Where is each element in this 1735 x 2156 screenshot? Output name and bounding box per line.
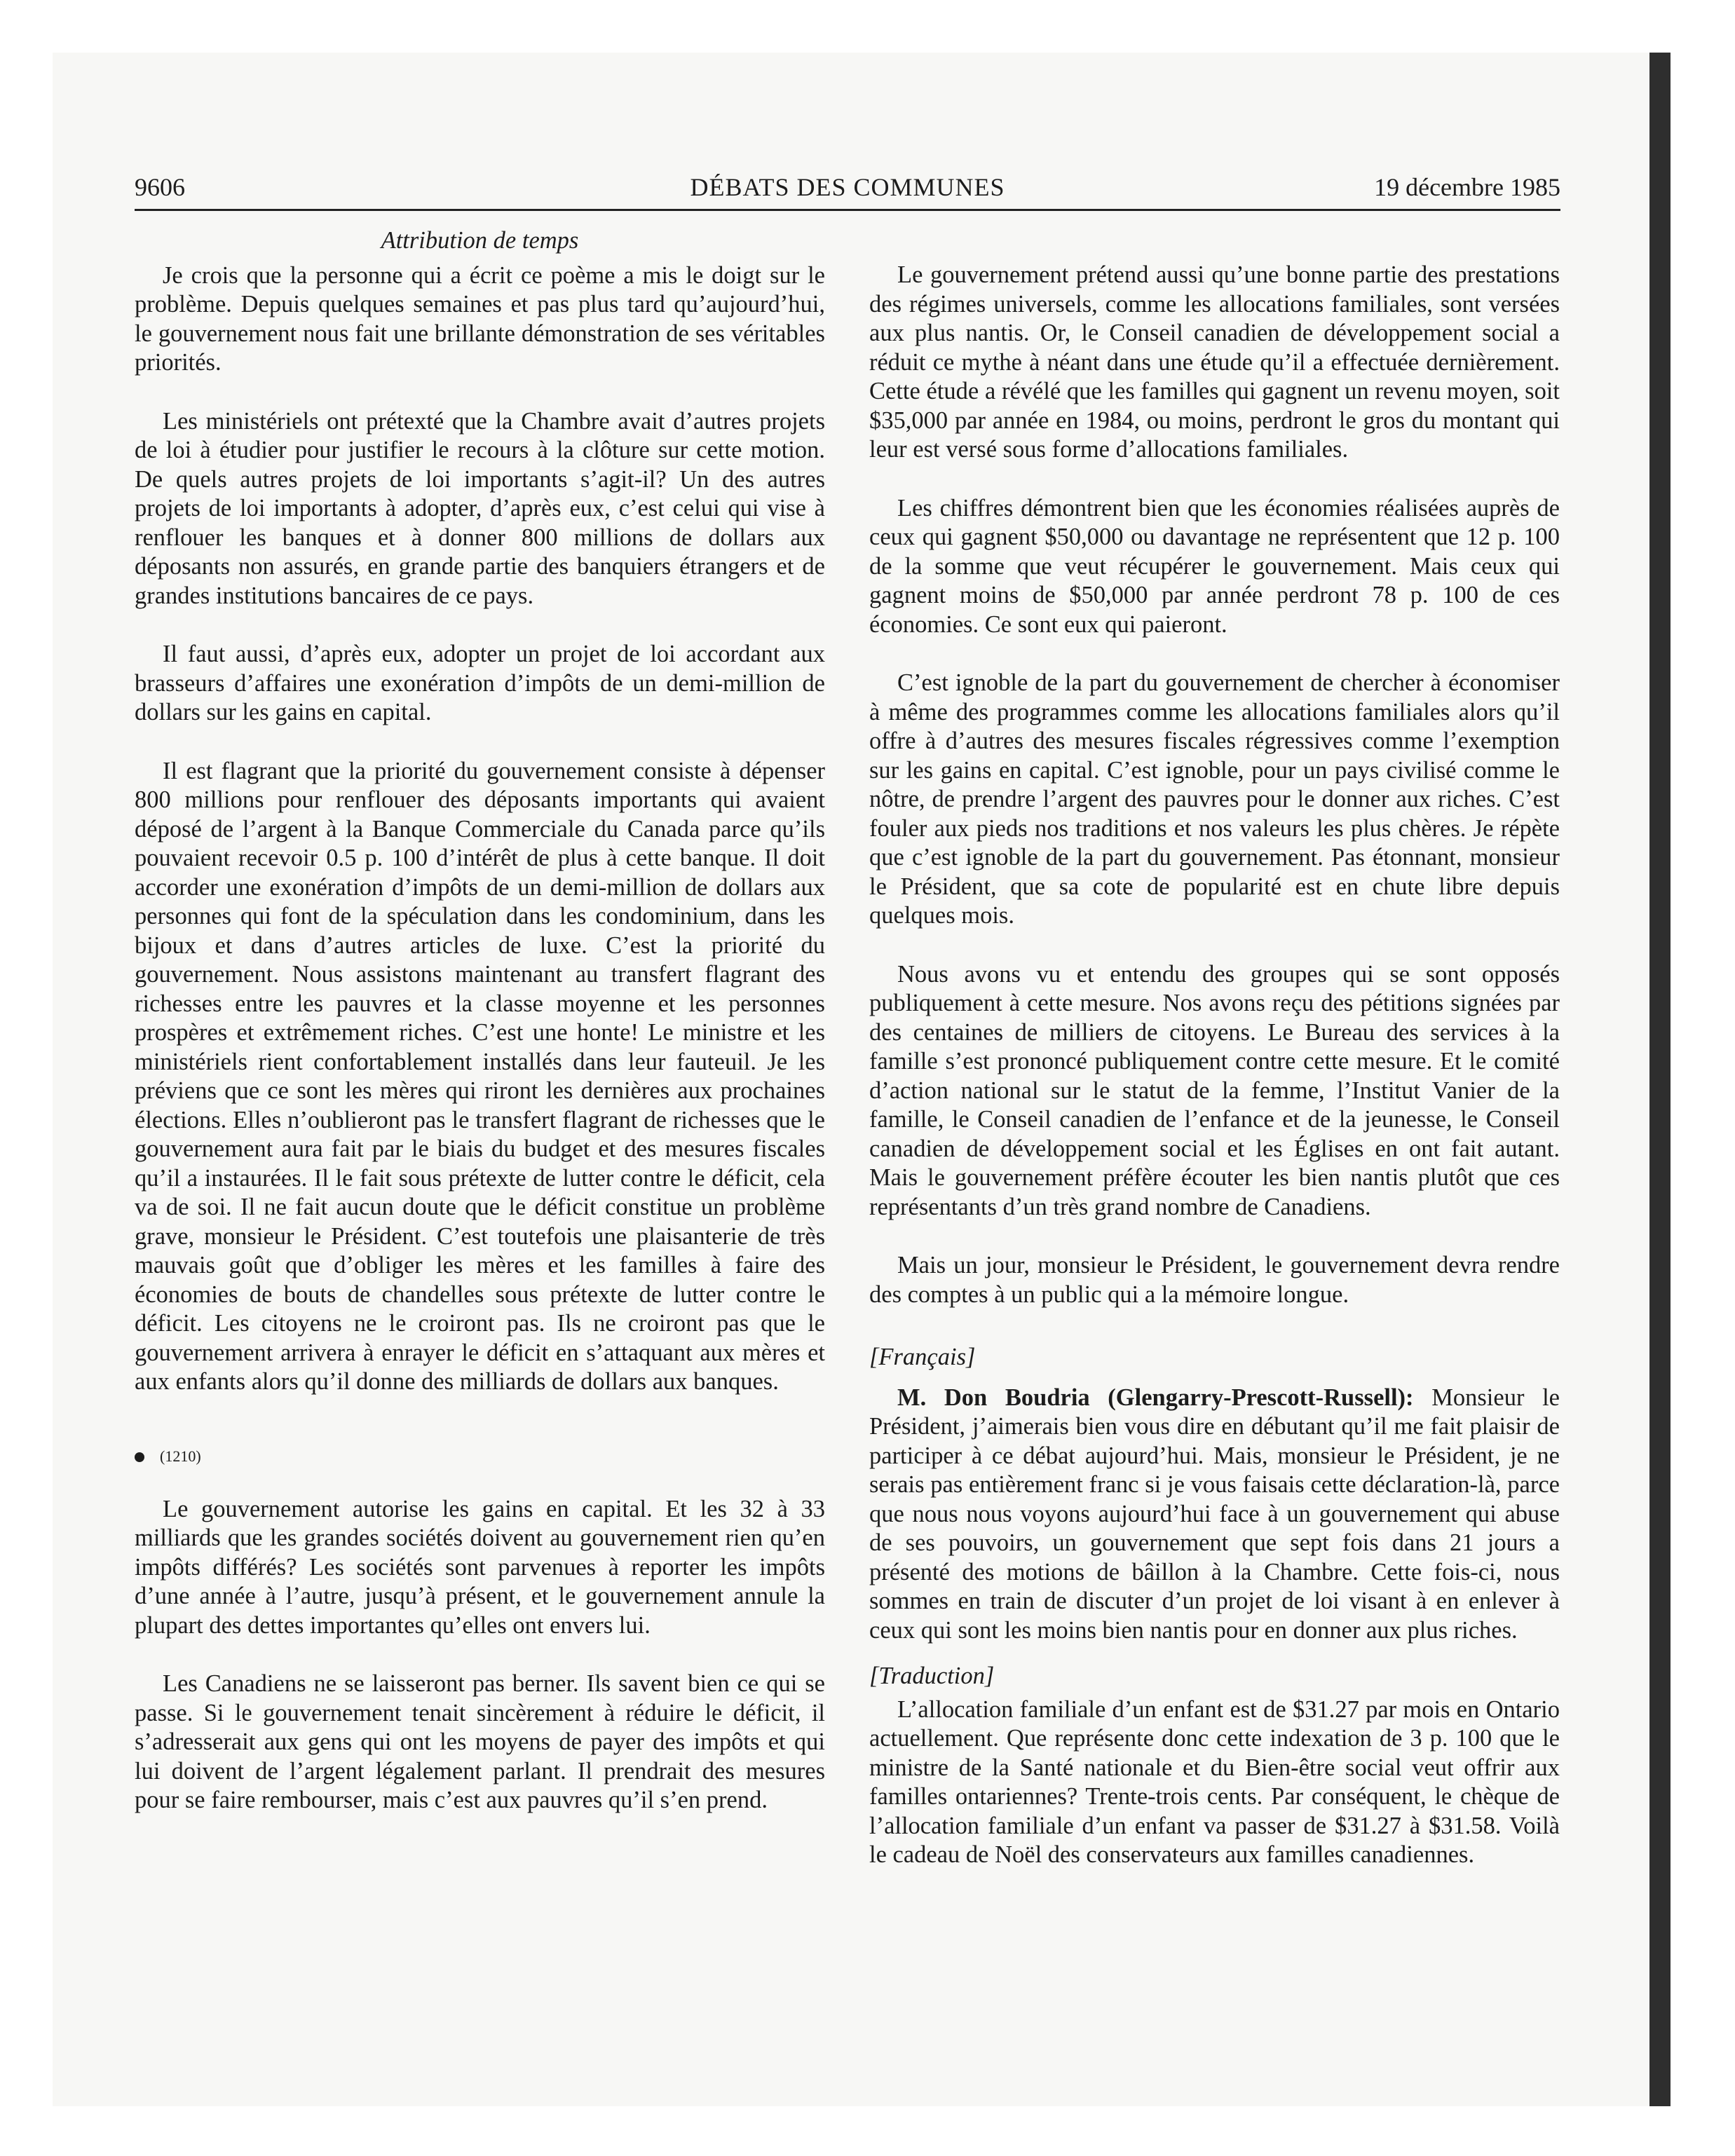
speech-text: Monsieur le Président, j’aimerais bien vous dire en débutant qu’il me fait plaisir de participer à ce débat aujourd’hui. Mais, monsieur le Président, je ne serais pas entièrement franc si je vous faisais cette déclaration-là, parce que nous nous voyons aujourd’hui face à un gouvernement qui abuse de ses pouvoirs, un gouvernement que sept fois dans 21 jours a présenté des motions de bâillon à la Chambre. Cette fois-ci, nous sommes en train de discuter d’un projet de loi visant à en enlever à ceux qui sont les moins bien nantis pour en donner aux plus riches. bbox=[869, 1384, 1560, 1644]
right-column bbox=[869, 261, 1560, 1870]
paragraph: Nous avons vu et entendu des groupes qui se sont opposés publiquement à cette mesure. Nos avons reçu des pétitions signées par des centaines de milliers de citoyens. Le Bureau des services à la famille s’est prononcé publiquement contre cette mesure. Et le comité d’action national sur le statut de la femme, l’Institut Vanier de la famille, le Conseil canadien de l’enfance et de la jeunesse, le Conseil canadien de développement social et les Églises en ont fait autant. Mais le gouvernement préfère écouter les bien nantis plutôt que ces représentants d’un très grand nombre de Canadiens. bbox=[869, 960, 1560, 1220]
time-marker-label: (1210) bbox=[160, 1447, 201, 1465]
paragraph: Les chiffres démontrent bien que les économies réalisées auprès de ceux qui gagnent $50,000 ou davantage ne représentent que 12 p. 100 de la somme que veut récupérer le gouvernement. Mais ceux qui gagnent moins de $50,000 par année perdront 78 p. 100 de ces économies. Ce sont eux qui paieront. bbox=[869, 494, 1560, 638]
speech-paragraph bbox=[869, 1384, 1560, 1646]
paragraph: Il faut aussi, d’après eux, adopter un projet de loi accordant aux brasseurs d’affaires une exonération d’impôts de un demi-million de dollars sur les gains en capital. bbox=[135, 641, 825, 725]
page-header bbox=[135, 168, 1560, 211]
page-date: 19 décembre 1985 bbox=[1374, 173, 1560, 201]
page-number: 9606 bbox=[135, 173, 185, 201]
speaker-name: M. Don Boudria (Glengarry-Prescott-Russell): bbox=[897, 1384, 1414, 1411]
time-marker bbox=[135, 1446, 825, 1467]
paragraph: Il est flagrant que la priorité du gouvernement consiste à dépenser 800 millions pour renflouer des déposants importants qui avaient déposé de l’argent à la Banque Commerciale du Canada parce qu’ils pouvaient recevoir 0.5 p. 100 d’intérêt de plus à cette banque. Il doit accorder une exonération d’impôts de un demi-million de dollars aux personnes qui font de la spéculation dans les condominium, dans les bijoux et dans d’autres articles de luxe. C’est la priorité du gouvernement. Nous assistons maintenant au transfert flagrant des richesses entre les pauvres et la classe moyenne et les personnes prospères et extrêmement riches. C’est une honte! Le ministre et les ministériels rient confortablement installés dans leur fauteuil. Je les préviens que ce sont les mères qui riront les dernières aux prochaines élections. Elles n’oublieront pas le transfert flagrant de richesses que le gouvernement aura fait par le biais du budget et des mesures fiscales qu’il a instaurées. Il le fait sous prétexte de lutter contre le déficit, cela va de soi. Il ne fait aucun doute que le déficit constitue un problème grave, monsieur le Président. C’est toutefois une plaisanterie de très mauvais goût que d’obliger les mères et les familles à faire des économies de bouts de chandelles sous prétexte de lutter contre le déficit. Les citoyens ne le croiront pas. Ils ne croiront pas que le gouvernement arrivera à enrayer le déficit en s’attaquant aux mères et aux enfants alors qu’il donne des milliards de dollars aux banques. bbox=[135, 757, 825, 1395]
page-title: DÉBATS DES COMMUNES bbox=[690, 173, 1005, 201]
running-title: Attribution de temps bbox=[381, 227, 579, 254]
paragraph: Les ministériels ont prétexté que la Chambre avait d’autres projets de loi à étudier pour justifier le recours à la clôture sur cette motion. De quels autres projets de loi importants s’agit-il? Un des autres projets de loi importants à adopter, d’après eux, c’est celui qui vise à renflouer les banques et à donner 800 millions de dollars aux déposants non assurés, en grande partie des banquiers étrangers et de grandes institutions bancaires de ce pays. bbox=[135, 407, 825, 609]
paragraph: C’est ignoble de la part du gouvernement de chercher à économiser à même des programmes comme les allocations familiales alors qu’il offre à d’autres des mesures fiscales régressives comme l’exemption sur les gains en capital. C’est ignoble, pour un pays civilisé comme le nôtre, de prendre l’argent des pauvres pour le donner aux riches. C’est fouler aux pieds nos traditions et nos valeurs les plus chères. Je répète que c’est ignoble de la part du gouvernement. Pas étonnant, monsieur le Président, que sa cote de popularité est en chute libre depuis quelques mois. bbox=[869, 669, 1560, 929]
language-marker: [Français] bbox=[869, 1344, 976, 1370]
paragraph: Le gouvernement prétend aussi qu’une bonne partie des prestations des régimes universels, comme les allocations familiales, sont versées aux plus nantis. Or, le Conseil canadien de développement social a réduit ce mythe à néant dans une étude qu’il a effectuée dernièrement. Cette étude a révélé que les familles qui gagnent un revenu moyen, soit $35,000 par année en 1984, ou moins, perdront le gros du montant qui leur est versé sous forme d’allocations familiales. bbox=[869, 261, 1560, 463]
paragraph: Je crois que la personne qui a écrit ce poème a mis le doigt sur le problème. Depuis quelques semaines et pas plus tard qu’aujourd’hui, le gouvernement nous fait une brillante démonstration de ses véritables priorités. bbox=[135, 261, 825, 376]
left-column bbox=[135, 226, 825, 1815]
bullet-icon bbox=[135, 1452, 144, 1462]
paragraph: Le gouvernement autorise les gains en capital. Et les 32 à 33 milliards que les grandes sociétés doivent au gouvernement rien qu’en impôts différés? Les sociétés sont parvenues à reporter les impôts d’une année à l’autre, jusqu’à présent, et le gouvernement annule la plupart des dettes importantes qu’elles ont envers lui. bbox=[135, 1495, 825, 1639]
paragraph: Mais un jour, monsieur le Président, le gouvernement devra rendre des comptes à un public qui a la mémoire longue. bbox=[869, 1252, 1560, 1308]
language-marker: [Traduction] bbox=[869, 1663, 995, 1689]
paragraph: L’allocation familiale d’un enfant est de $31.27 par mois en Ontario actuellement. Que représente donc cette indexation de 3 p. 100 que le ministre de la Santé nationale et du Bien-être social veut offrir aux familles ontariennes? Trente-trois cents. Par conséquent, le chèque de l’allocation familiale d’un enfant va passer de $31.27 à $31.58. Voilà le cadeau de Noël des conservateurs aux familles canadiennes. bbox=[869, 1696, 1560, 1868]
paragraph: Les Canadiens ne se laisseront pas berner. Ils savent bien ce qui se passe. Si le gouvernement tenait sincèrement à réduire le déficit, il s’adresserait aux gens qui ont les moyens de payer des impôts et qui lui doivent de l’argent légalement parlant. Il prendrait des mesures pour se faire rembourser, mais c’est aux pauvres qu’il s’en prend. bbox=[135, 1670, 825, 1813]
scan-edge-strip bbox=[1649, 53, 1671, 2106]
